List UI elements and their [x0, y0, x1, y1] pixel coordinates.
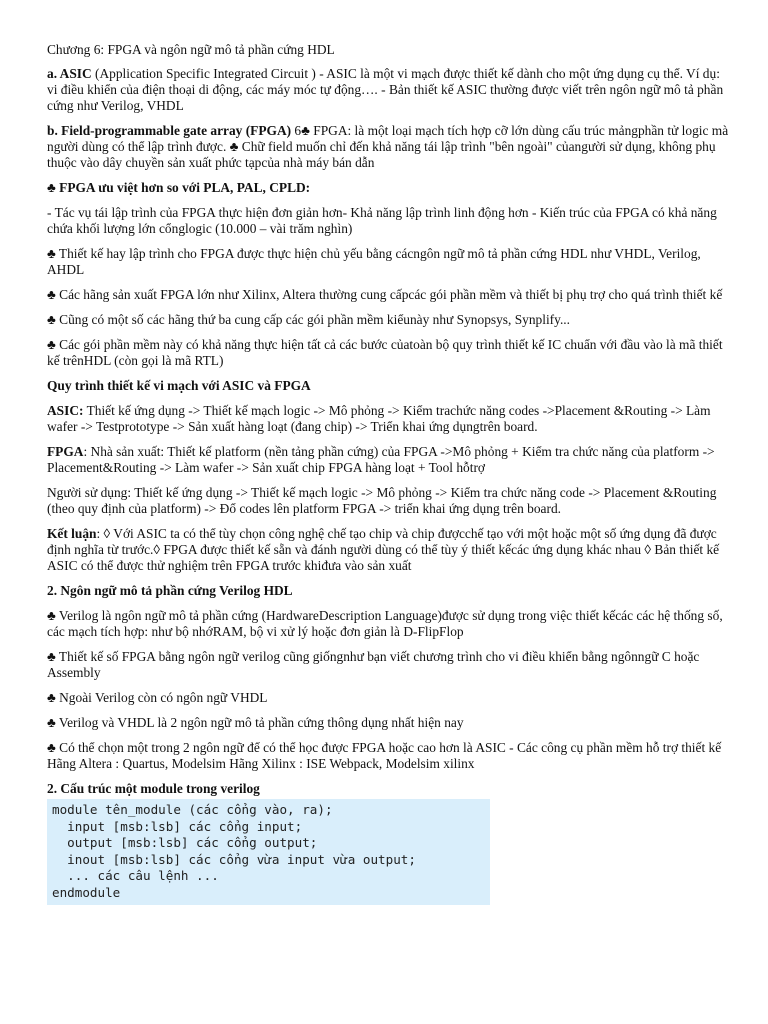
asic-text: (Application Specific Integrated Circuit ) - ASIC là một vi mạch được thiết kế dành cho một ứng dụng cụ thể. Ví dụ: vi điều khiển của điện thoại di động, các máy móc tự động…. - Bản thiết kế ASIC thường được viết trên ngôn ngữ mô tả phần cứng như Verilog, VHDL — [47, 66, 724, 113]
module-heading: 2. Cấu trúc một module trong verilog — [47, 781, 260, 796]
code-line: endmodule — [52, 884, 121, 900]
fpga-advantage-heading: ♣ FPGA ưu việt hơn so với PLA, PAL, CPLD: — [47, 180, 311, 195]
code-line: ... các câu lệnh ... — [52, 868, 219, 883]
conclusion-text: : ◊ Với ASIC ta có thể tùy chọn công nghệ chế tạo chip và chip đượcchế tạo với một hoặc một số ứng dụng đã được định nghĩa từ trước.◊ FPGA được thiết kế sẵn và đánh người dùng có thể tùy ý thiết kếcác ứng dụng khác nhau ◊ Bản thiết kế ASIC có thể được thử nghiệm trên FPGA trước khiđưa vào sản xuất — [47, 526, 720, 573]
fpga-label: b. Field-programmable gate array (FPGA) — [47, 123, 292, 138]
verilog-paragraph: ♣ Có thể chọn một trong 2 ngôn ngữ để có thể học được FPGA hoặc cao hơn là ASIC - Các công cụ phần mềm hỗ trợ thiết kế Hãng Altera : Quartus, Modelsim Hãng Xilinx : ISE Webpack, Modelsim xilinx — [47, 740, 722, 771]
verilog-paragraph: ♣ Verilog và VHDL là 2 ngôn ngữ mô tả phần cứng thông dụng nhất hiện nay — [47, 715, 464, 730]
verilog-paragraph: ♣ Ngoài Verilog còn có ngôn ngữ VHDL — [47, 690, 268, 705]
fpga-definition — [47, 123, 729, 171]
asic-definition — [47, 66, 729, 114]
fpga-text: 6♣ FPGA: là một loại mạch tích hợp cỡ lớn dùng cấu trúc mảngphần tử logic mà người dùng có thể lập trình được. ♣ Chữ field muốn chỉ đến khả năng tái lập trình "bên ngoài" củangười sử dụng, không phụ thuộc vào dây chuyền sản xuất phức tạpcủa nhà máy bán dẫn — [47, 123, 729, 170]
code-block — [47, 799, 490, 905]
code-line: output [msb:lsb] các cổng output; — [52, 835, 318, 850]
advantage-paragraph: ♣ Cũng có một số các hãng thứ ba cung cấp các gói phần mềm kiểunày như Synopsys, Synplify... — [47, 312, 570, 327]
asic-process — [47, 403, 729, 435]
verilog-paragraph: ♣ Thiết kế số FPGA bằng ngôn ngữ verilog cũng giốngnhư bạn viết chương trình cho vi điều khiển bằng ngônngữ C hoặc Assembly — [47, 649, 700, 680]
verilog-heading: 2. Ngôn ngữ mô tả phần cứng Verilog HDL — [47, 583, 293, 598]
user-process: Người sử dụng: Thiết kế ứng dụng -> Thiết kế mạch logic -> Mô phỏng -> Kiểm tra chức năng code -> Placement &Routing (theo quy định của platform) -> Đổ codes lên platform FPGA -> triển khai ứng dụng trên board. — [47, 485, 717, 516]
fpga-process — [47, 444, 729, 476]
asic-label: a. ASIC — [47, 66, 92, 81]
conclusion — [47, 526, 729, 574]
fpga-process-text: : Nhà sản xuất: Thiết kế platform (nền tảng phần cứng) của FPGA ->Mô phỏng + Kiểm tra chức năng của platform -> Placement&Routing -> Làm wafer -> Sản xuất chip FPGA hàng loạt + Tool hỗtrợ — [47, 444, 715, 475]
code-line: inout [msb:lsb] các cổng vừa input vừa output; — [52, 851, 416, 867]
process-heading: Quy trình thiết kế vi mạch với ASIC và FPGA — [47, 378, 311, 393]
advantage-paragraph: ♣ Các hãng sản xuất FPGA lớn như Xilinx, Altera thường cung cấpcác gói phần mềm và thiết bị phụ trợ cho quá trình thiết kế — [47, 287, 723, 302]
verilog-paragraph: ♣ Verilog là ngôn ngữ mô tả phần cứng (HardwareDescription Language)được sử dụng trong việc thiết kếcác các hệ thống số, các mạch tích hợp: như bộ nhớRAM, bộ vi xử lý hoặc đơn giản là D-FlipFlop — [47, 608, 723, 639]
conclusion-label: Kết luận — [47, 526, 97, 541]
chapter-title: Chương 6: FPGA và ngôn ngữ mô tả phần cứng HDL — [47, 42, 335, 57]
advantage-paragraph: - Tác vụ tái lập trình của FPGA thực hiện đơn giản hơn- Khả năng lập trình linh động hơn - Kiến trúc của FPGA có khả năng chứa khối lượng lớn cổnglogic (10.000 – vài trăm nghìn) — [47, 205, 717, 236]
fpga-process-label: FPGA — [47, 444, 84, 459]
code-line: module tên_module (các cổng vào, ra); — [52, 802, 333, 817]
advantage-paragraph: ♣ Các gói phần mềm này có khả năng thực hiện tất cả các bước củatoàn bộ quy trình thiết kế IC chuẩn với đầu vào là mã thiết kế trênHDL (còn gọi là mã RTL) — [47, 337, 723, 368]
code-line: input [msb:lsb] các cổng input; — [52, 818, 303, 834]
advantage-paragraph: ♣ Thiết kế hay lập trình cho FPGA được thực hiện chủ yếu bằng cácngôn ngữ mô tả phần cứng HDL như VHDL, Verilog, AHDL — [47, 246, 701, 277]
document-page — [47, 42, 729, 905]
asic-process-label: ASIC: — [47, 403, 84, 418]
asic-process-text: Thiết kế ứng dụng -> Thiết kế mạch logic -> Mô phỏng -> Kiểm trachức năng codes ->Placement &Routing -> Làm wafer -> Testprototype -> Sản xuất hàng loạt (đang chip) -> Triển khai ứng dụngtrên board. — [47, 403, 711, 434]
